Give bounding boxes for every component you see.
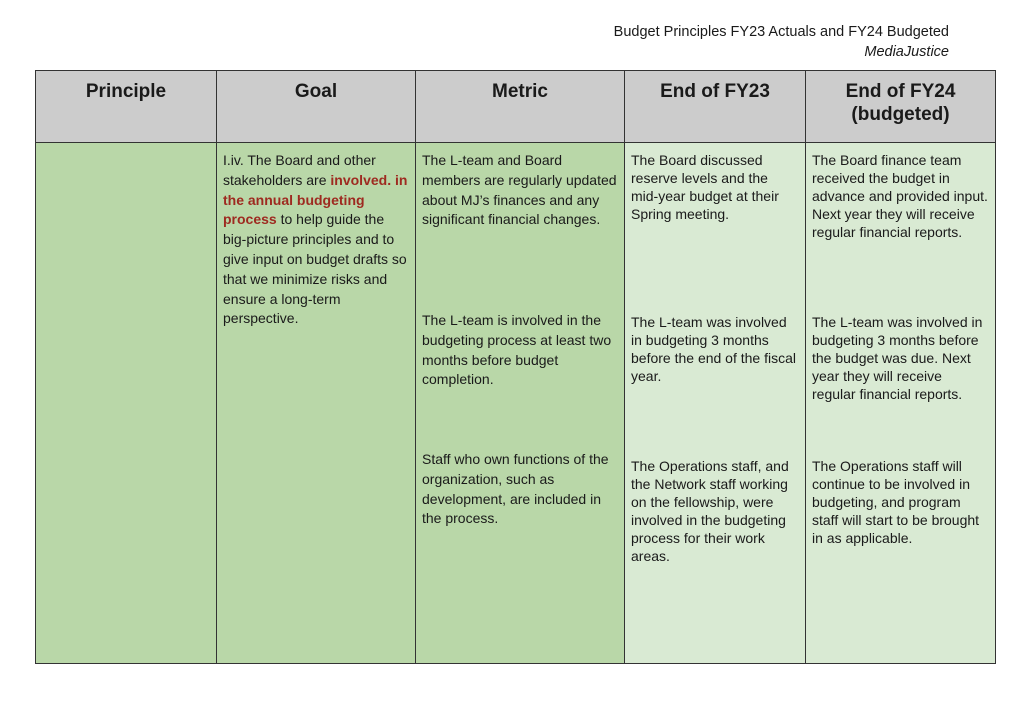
budget-principles-table bbox=[35, 70, 996, 664]
document-title: Budget Principles FY23 Actuals and FY24 Budgeted bbox=[613, 24, 949, 40]
table-row bbox=[36, 143, 996, 664]
fy24-item: The Operations staff will continue to be involved in budgeting, and program staff will start to be brought in as applicable. bbox=[812, 458, 980, 546]
fy24-cell bbox=[806, 143, 996, 664]
fy23-cell bbox=[625, 143, 806, 664]
metric-item: Staff who own functions of the organization, such as development, are included in the process. bbox=[422, 451, 609, 527]
goal-text-after: to help guide the big-picture principles and to give input on budget drafts so that we minimize risks and ensure a long-term perspective. bbox=[223, 211, 407, 327]
fy24-item: The Board finance team received the budget in advance and provided input. Next year they will receive regular financial reports. bbox=[812, 152, 988, 240]
metric-item: The L-team and Board members are regularly updated about MJ’s finances and any significant financial changes. bbox=[422, 152, 617, 228]
goal-cell bbox=[217, 143, 416, 664]
col-header-fy23: End of FY23 bbox=[625, 71, 806, 143]
goal-highlight: involved. in the annual budgeting process bbox=[223, 171, 408, 228]
col-header-metric: Metric bbox=[416, 71, 625, 143]
col-header-principle: Principle bbox=[36, 71, 217, 143]
fy23-item: The Operations staff, and the Network staff working on the fellowship, were involved in the budgeting process for their work areas. bbox=[631, 458, 789, 564]
fy23-item: The L-team was involved in budgeting 3 months before the end of the fiscal year. bbox=[631, 314, 796, 384]
metric-item: The L-team is involved in the budgeting process at least two months before budget completion. bbox=[422, 312, 612, 388]
fy23-item: The Board discussed reserve levels and the mid-year budget at their Spring meeting. bbox=[631, 152, 779, 222]
goal-text bbox=[223, 151, 409, 329]
col-header-fy24: End of FY24 (budgeted) bbox=[806, 71, 996, 143]
table-header-row bbox=[36, 71, 996, 143]
goal-text-before: I.iv. The Board and other stakeholders are bbox=[223, 152, 376, 188]
fy24-item: The L-team was involved in budgeting 3 months before the budget was due. Next year they will receive regular financial reports. bbox=[812, 314, 983, 402]
metric-cell bbox=[416, 143, 625, 664]
organization-name: MediaJustice bbox=[864, 44, 949, 60]
principle-cell bbox=[36, 143, 217, 664]
col-header-goal: Goal bbox=[217, 71, 416, 143]
